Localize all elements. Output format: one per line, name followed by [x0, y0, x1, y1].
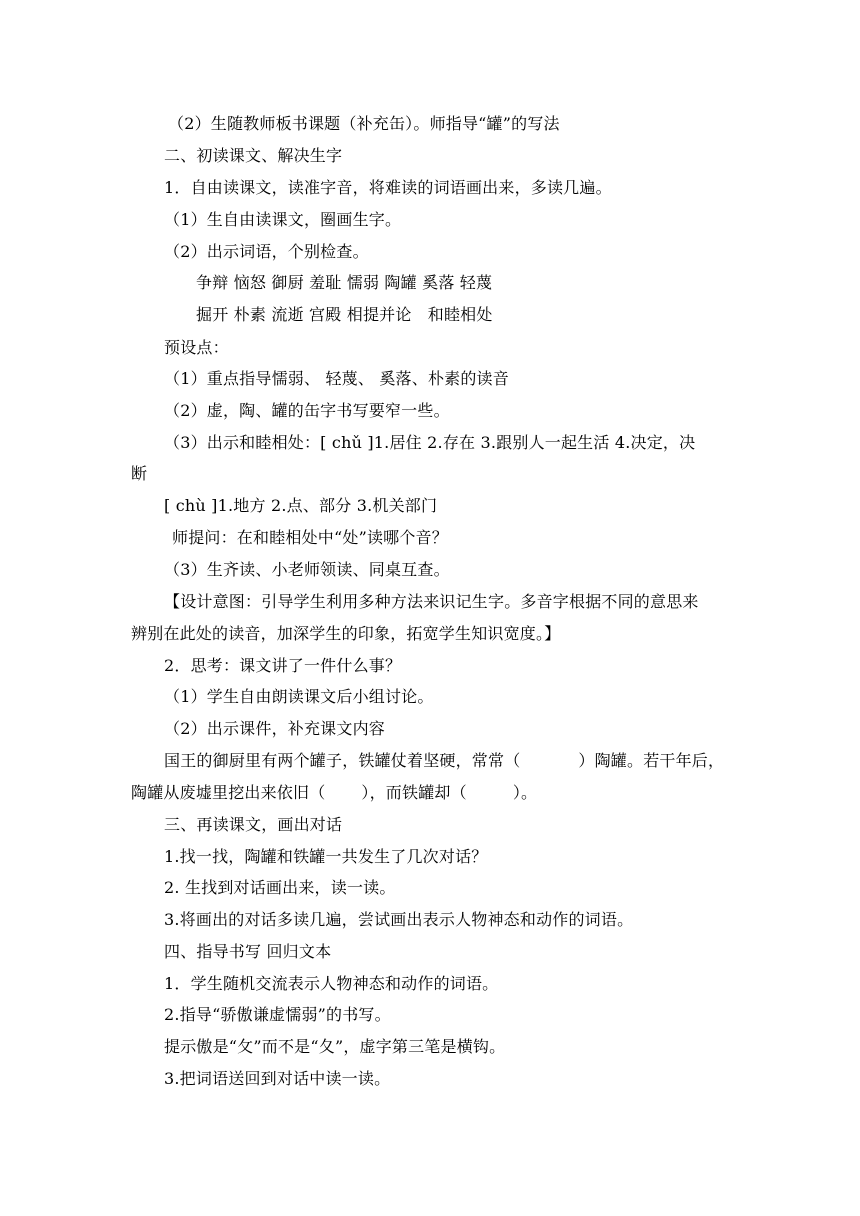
paragraph-line — [164, 209, 401, 231]
paragraph-line — [164, 432, 695, 454]
line-text: （3）生齐读、小老师领读、同桌互查。 — [164, 560, 450, 579]
line-text: （1）生自由读课文，圈画生字。 — [164, 210, 402, 229]
line-text: 二、初读课文、解决生字 — [164, 146, 343, 165]
line-text: （2）出示课件，补充课文内容 — [164, 719, 385, 738]
line-text: 陶罐从废墟里挖出来依旧（ — [131, 783, 326, 802]
word-list-line — [196, 304, 493, 326]
paragraph-line — [164, 1036, 505, 1058]
line-text: 四、指导书写 回归文本 — [164, 942, 332, 961]
paragraph-line — [164, 877, 396, 899]
paragraph-line — [164, 337, 229, 359]
section-heading — [164, 814, 342, 836]
line-text: 【设计意图：引导学生利用多种方法来识记生字。多音字根据不同的意思来 — [164, 592, 699, 611]
paragraph-line — [164, 973, 498, 995]
design-intent-line — [164, 591, 699, 613]
line-text: 辨别在此处的读音，加深学生的印象，拓宽学生知识宽度。】 — [131, 624, 561, 643]
line-text: 争辩 恼怒 御厨 羞耻 懦弱 陶罐 奚落 轻蔑 — [196, 273, 493, 292]
line-text: 1．学生随机交流表示人物神态和动作的词语。 — [164, 974, 499, 993]
line-text: 1.找一找，陶罐和铁罐一共发生了几次对话？ — [164, 847, 488, 866]
paragraph-line — [164, 177, 612, 199]
line-text: 预设点： — [164, 338, 229, 357]
paragraph-line — [164, 495, 437, 517]
line-text: （1）学生自由朗读课文后小组讨论。 — [164, 687, 434, 706]
line-text: （2）出示词语，个别检查。 — [164, 242, 369, 261]
line-text: 提示傲是“攵”而不是“夂”，虚字第三笔是横钩。 — [164, 1037, 506, 1056]
fill-blank-line — [164, 750, 724, 772]
paragraph-line — [131, 463, 147, 485]
paragraph-line — [164, 368, 509, 390]
line-text: 三、再读课文，画出对话 — [164, 815, 343, 834]
line-text: 1．自由读课文，读准字音，将难读的词语画出来，多读几遍。 — [164, 178, 612, 197]
design-intent-line — [131, 623, 560, 645]
section-heading — [164, 941, 331, 963]
line-text: 国王的御厨里有两个罐子，铁罐仗着坚硬，常常（ — [164, 751, 521, 770]
fill-blank-line — [131, 782, 537, 804]
line-text: 掘开 朴素 流逝 宫殿 相提并论 和睦相处 — [196, 305, 493, 324]
line-text: ），而铁罐却（ — [361, 783, 467, 802]
paragraph-line — [168, 113, 560, 135]
paragraph-line — [164, 655, 401, 677]
line-text: （2）虚，陶、罐的缶字书写要窄一些。 — [164, 401, 450, 420]
line-text: 师提问：在和睦相处中“处”读哪个音？ — [172, 528, 448, 547]
line-text: 2. 生找到对话画出来，读一读。 — [164, 878, 396, 897]
line-text: （1）重点指导懦弱、 轻蔑、 奚落、朴素的读音 — [164, 369, 509, 388]
line-text: 2．思考：课文讲了一件什么事？ — [164, 656, 402, 675]
word-list-line — [196, 272, 492, 294]
paragraph-line — [164, 400, 450, 422]
paragraph-line — [164, 1004, 391, 1026]
paragraph-line — [164, 846, 487, 868]
line-text: （3）出示和睦相处：[ chǔ ]1.居住 2.存在 3.跟别人一起生活 4.决定，决 — [164, 433, 696, 452]
line-text: （2）生随教师板书课题（补充缶）。师指导“罐”的写法 — [168, 114, 560, 133]
line-text: 3.把词语送回到对话中读一读。 — [164, 1069, 391, 1088]
line-text: ）陶罐。若干年后， — [578, 751, 725, 770]
line-text: 2.指导“骄傲谦虚懦弱”的书写。 — [164, 1005, 391, 1024]
paragraph-line — [164, 241, 369, 263]
paragraph-line — [164, 718, 385, 740]
paragraph-line — [164, 559, 450, 581]
paragraph-line — [164, 686, 434, 708]
line-text: [ chù ]1.地方 2.点、部分 3.机关部门 — [164, 496, 438, 515]
line-text: 断 — [131, 464, 148, 483]
line-text: 3.将画出的对话多读几遍，尝试画出表示人物神态和动作的词语。 — [164, 910, 634, 929]
paragraph-line — [164, 909, 633, 931]
line-text: ）。 — [512, 783, 538, 802]
paragraph-line — [172, 527, 448, 549]
paragraph-line — [164, 1068, 390, 1090]
section-heading — [164, 145, 342, 167]
